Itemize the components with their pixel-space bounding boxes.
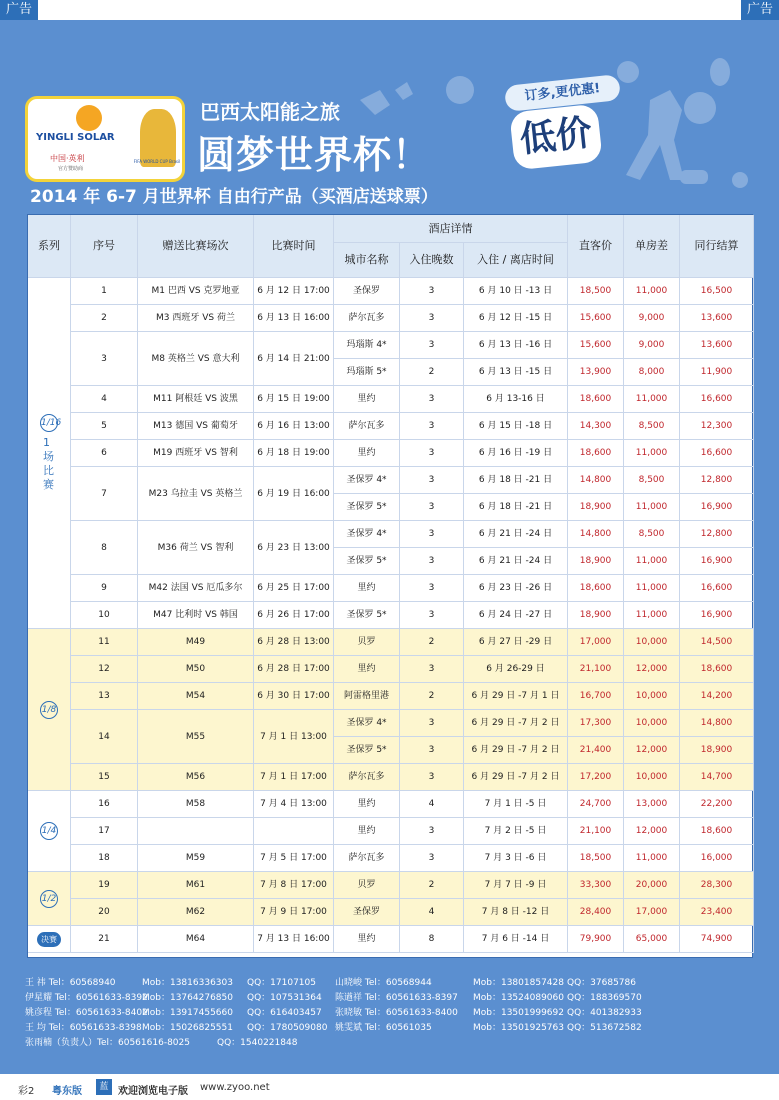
logo-sub: 官方赞助商 [58,166,84,172]
row-city: 圣保罗 5* [334,602,400,629]
header-series: 系列 [28,215,71,278]
contact-field: Mob：13501999692 [473,1008,564,1018]
row-single: 11,000 [624,845,680,872]
row-match: M19 西班牙 VS 智利 [138,440,254,467]
row-match: M3 西班牙 VS 荷兰 [138,305,254,332]
contact-field: 陈遒祥 Tel：60561633-8397 [335,993,458,1003]
row-match: M64 [138,926,254,953]
row-match [138,818,254,845]
row-checkin: 6 月 10 日 -13 日 [464,278,568,305]
row-seq: 16 [71,791,138,818]
price-table [27,214,753,958]
row-time: 6 月 13 日 16:00 [254,305,334,332]
row-city: 里约 [334,440,400,467]
row-time: 6 月 25 日 17:00 [254,575,334,602]
logo-brand-en: YINGLI SOLAR [36,132,115,143]
row-seq: 19 [71,872,138,899]
row-single: 20,000 [624,872,680,899]
row-match: M13 德国 VS 葡萄牙 [138,413,254,440]
row-single: 8,500 [624,413,680,440]
row-nights: 3 [400,818,464,845]
row-checkin: 6 月 29 日 -7 月 2 日 [464,764,568,791]
banner [0,20,779,210]
row-seq: 18 [71,845,138,872]
row-price: 18,600 [568,440,624,467]
row-nights: 3 [400,278,464,305]
row-price: 18,900 [568,602,624,629]
row-price: 24,700 [568,791,624,818]
row-agent: 74,900 [680,926,754,953]
series-group-1 [28,629,71,791]
series-group-3 [28,872,71,926]
row-checkin: 7 月 7 日 -9 日 [464,872,568,899]
header-agent: 同行结算 [680,215,754,278]
ad-page [0,20,779,1074]
row-time [254,818,334,845]
row-time: 6 月 23 日 13:00 [254,521,334,575]
row-price: 15,600 [568,332,624,359]
row-time: 6 月 19 日 16:00 [254,467,334,521]
edition-label: 粤东版 [52,1086,82,1097]
row-checkin: 6 月 29 日 -7 月 2 日 [464,737,568,764]
row-single: 10,000 [624,683,680,710]
page-footer [0,1074,779,1100]
row-time: 6 月 28 日 17:00 [254,656,334,683]
row-checkin: 6 月 27 日 -29 日 [464,629,568,656]
row-agent: 13,600 [680,305,754,332]
row-match: M42 法国 VS 厄瓜多尔 [138,575,254,602]
row-single: 13,000 [624,791,680,818]
row-agent: 14,700 [680,764,754,791]
row-checkin: 6 月 13 日 -15 日 [464,359,568,386]
row-city: 萨尔瓦多 [334,845,400,872]
row-single: 10,000 [624,764,680,791]
row-single: 11,000 [624,494,680,521]
edition-box: 蓝 [96,1079,112,1095]
contact-field: QQ：401382933 [567,1008,642,1018]
row-city: 圣保罗 [334,899,400,926]
row-price: 18,600 [568,575,624,602]
row-price: 13,900 [568,359,624,386]
row-nights: 3 [400,710,464,737]
row-nights: 3 [400,494,464,521]
row-single: 17,000 [624,899,680,926]
row-time: 6 月 18 日 19:00 [254,440,334,467]
row-seq: 1 [71,278,138,305]
row-city: 里约 [334,575,400,602]
row-city: 圣保罗 4* [334,710,400,737]
row-city: 萨尔瓦多 [334,305,400,332]
row-city: 贝罗 [334,872,400,899]
promo-low-price: 低价 [509,104,603,171]
row-nights: 2 [400,683,464,710]
row-seq: 17 [71,818,138,845]
row-price: 21,100 [568,818,624,845]
row-checkin: 6 月 18 日 -21 日 [464,494,568,521]
contact-field: Mob：13501925763 [473,1023,564,1033]
row-checkin: 6 月 18 日 -21 日 [464,467,568,494]
row-agent: 18,600 [680,656,754,683]
row-city: 圣保罗 5* [334,737,400,764]
row-match: M56 [138,764,254,791]
row-nights: 3 [400,386,464,413]
series-label: 决赛 [37,932,61,947]
row-single: 65,000 [624,926,680,953]
row-match: M58 [138,791,254,818]
row-checkin: 6 月 23 日 -26 日 [464,575,568,602]
row-time: 7 月 1 日 13:00 [254,710,334,764]
row-single: 11,000 [624,440,680,467]
contact-field: QQ：188369570 [567,993,642,1003]
header-city: 城市名称 [334,243,400,278]
row-city: 里约 [334,656,400,683]
row-single: 8,000 [624,359,680,386]
row-single: 10,000 [624,629,680,656]
row-time: 6 月 28 日 13:00 [254,629,334,656]
row-single: 12,000 [624,656,680,683]
row-agent: 16,900 [680,548,754,575]
row-nights: 3 [400,413,464,440]
row-checkin: 6 月 13 日 -16 日 [464,332,568,359]
row-single: 8,500 [624,467,680,494]
row-seq: 3 [71,332,138,386]
row-price: 21,100 [568,656,624,683]
row-checkin: 6 月 29 日 -7 月 2 日 [464,710,568,737]
contact-field: QQ：1540221848 [217,1038,298,1048]
row-nights: 3 [400,521,464,548]
row-time: 7 月 9 日 17:00 [254,899,334,926]
row-agent: 16,500 [680,278,754,305]
row-time: 7 月 8 日 17:00 [254,872,334,899]
row-city: 里约 [334,818,400,845]
row-nights: 2 [400,872,464,899]
row-price: 21,400 [568,737,624,764]
row-price: 14,800 [568,467,624,494]
row-seq: 15 [71,764,138,791]
row-seq: 4 [71,386,138,413]
row-seq: 9 [71,575,138,602]
row-agent: 16,000 [680,845,754,872]
row-price: 17,200 [568,764,624,791]
row-agent: 11,900 [680,359,754,386]
series-label: 1/4 [40,822,58,840]
row-checkin: 6 月 16 日 -19 日 [464,440,568,467]
row-match: M23 乌拉圭 VS 英格兰 [138,467,254,521]
row-price: 17,300 [568,710,624,737]
row-seq: 5 [71,413,138,440]
row-time: 7 月 5 日 17:00 [254,845,334,872]
row-checkin: 7 月 8 日 -12 日 [464,899,568,926]
row-agent: 16,600 [680,386,754,413]
row-nights: 3 [400,332,464,359]
row-price: 79,900 [568,926,624,953]
row-city: 圣保罗 5* [334,548,400,575]
row-price: 17,000 [568,629,624,656]
row-match: M47 比利时 VS 韩国 [138,602,254,629]
row-single: 11,000 [624,602,680,629]
row-city: 圣保罗 4* [334,467,400,494]
row-agent: 18,600 [680,818,754,845]
row-match: M11 阿根廷 VS 波黑 [138,386,254,413]
row-agent: 23,400 [680,899,754,926]
row-price: 18,500 [568,278,624,305]
contact-field: QQ：17107105 [247,978,316,988]
header-seq: 序号 [71,215,138,278]
row-seq: 13 [71,683,138,710]
row-agent: 14,500 [680,629,754,656]
ad-tag-right: 广告 [741,0,779,20]
header-nights: 入住晚数 [400,243,464,278]
contact-field: QQ：1780509080 [247,1023,328,1033]
row-city: 里约 [334,791,400,818]
row-nights: 3 [400,467,464,494]
row-match: M49 [138,629,254,656]
promo-badge [500,68,620,178]
row-single: 12,000 [624,818,680,845]
row-agent: 16,600 [680,440,754,467]
row-agent: 12,300 [680,413,754,440]
contact-field: 张晓敏 Tel：60561633-8400 [335,1008,458,1018]
contact-field: Mob：13801857428 [473,978,564,988]
logo-brand-cn: 中国·英利 [50,154,85,163]
row-agent: 13,600 [680,332,754,359]
row-agent: 16,600 [680,575,754,602]
contact-field: 山晓峻 Tel：60568944 [335,978,432,988]
row-price: 14,300 [568,413,624,440]
row-nights: 4 [400,791,464,818]
row-agent: 16,900 [680,494,754,521]
row-city: 萨尔瓦多 [334,413,400,440]
slogan-main: 圆梦世界杯！ [197,133,432,177]
row-match: M8 英格兰 VS 意大利 [138,332,254,386]
product-heading: 2014 年 6-7 月世界杯 自由行产品（买酒店送球票） [30,187,438,207]
row-match: M59 [138,845,254,872]
row-time: 6 月 14 日 21:00 [254,332,334,386]
row-match: M36 荷兰 VS 智利 [138,521,254,575]
row-city: 圣保罗 [334,278,400,305]
row-price: 18,500 [568,845,624,872]
row-seq: 10 [71,602,138,629]
contact-field: Mob：15026825551 [142,1023,233,1033]
row-time: 7 月 4 日 13:00 [254,791,334,818]
row-price: 16,700 [568,683,624,710]
row-price: 33,300 [568,872,624,899]
row-seq: 20 [71,899,138,926]
row-agent: 28,300 [680,872,754,899]
row-single: 9,000 [624,305,680,332]
row-nights: 2 [400,359,464,386]
header-hotel: 酒店详情 [334,215,568,243]
row-checkin: 7 月 2 日 -5 日 [464,818,568,845]
contact-field: Mob：13524089060 [473,993,564,1003]
row-time: 7 月 13 日 16:00 [254,926,334,953]
row-nights: 3 [400,845,464,872]
row-single: 10,000 [624,710,680,737]
row-price: 18,900 [568,494,624,521]
row-price: 28,400 [568,899,624,926]
contact-field: 张雨楠（负责人）Tel：60561616-8025 [25,1038,190,1048]
row-time: 6 月 15 日 19:00 [254,386,334,413]
row-seq: 12 [71,656,138,683]
row-seq: 21 [71,926,138,953]
row-price: 15,600 [568,305,624,332]
row-seq: 8 [71,521,138,575]
row-match: M61 [138,872,254,899]
world-cup-label: FIFA WORLD CUP Brasil [133,159,181,164]
row-nights: 2 [400,629,464,656]
row-checkin: 6 月 26-29 日 [464,656,568,683]
row-agent: 14,800 [680,710,754,737]
contact-field: Mob：13917455660 [142,1008,233,1018]
row-price: 18,900 [568,548,624,575]
row-checkin: 6 月 12 日 -15 日 [464,305,568,332]
row-city: 玛瑙斯 4* [334,332,400,359]
row-nights: 3 [400,602,464,629]
row-price: 18,600 [568,386,624,413]
contact-field: Mob：13816336303 [142,978,233,988]
row-checkin: 6 月 13-16 日 [464,386,568,413]
row-time: 6 月 16 日 13:00 [254,413,334,440]
row-time: 7 月 1 日 17:00 [254,764,334,791]
row-checkin: 7 月 3 日 -6 日 [464,845,568,872]
row-single: 11,000 [624,575,680,602]
row-nights: 3 [400,440,464,467]
contact-field: QQ：37685786 [567,978,636,988]
row-checkin: 6 月 29 日 -7 月 1 日 [464,683,568,710]
header-checkin: 入住 / 离店时间 [464,243,568,278]
footer-text: 欢迎浏览电子版 [118,1086,188,1097]
promo-ribbon: 订多,更优惠! [504,74,621,112]
contact-field: Mob：13764276850 [142,993,233,1003]
row-single: 11,000 [624,386,680,413]
contact-field: QQ：616403457 [247,1008,322,1018]
footer-url[interactable]: www.zyoo.net [200,1082,270,1093]
row-agent: 14,200 [680,683,754,710]
header-time: 比赛时间 [254,215,334,278]
row-city: 里约 [334,926,400,953]
row-agent: 18,900 [680,737,754,764]
page-number: 彩2 [18,1086,35,1097]
contact-field: 王 均 Tel：60561633-8398 [25,1023,142,1033]
row-price: 14,800 [568,521,624,548]
row-single: 11,000 [624,548,680,575]
row-city: 贝罗 [334,629,400,656]
row-nights: 3 [400,737,464,764]
row-agent: 22,200 [680,791,754,818]
row-city: 圣保罗 4* [334,521,400,548]
row-city: 里约 [334,386,400,413]
contact-field: QQ：513672582 [567,1023,642,1033]
row-single: 11,000 [624,278,680,305]
sun-icon [76,105,102,131]
row-match: M50 [138,656,254,683]
row-seq: 2 [71,305,138,332]
row-nights: 4 [400,899,464,926]
row-checkin: 6 月 21 日 -24 日 [464,548,568,575]
ad-tag-left: 广告 [0,0,38,20]
row-seq: 6 [71,440,138,467]
row-nights: 3 [400,575,464,602]
row-seq: 11 [71,629,138,656]
row-nights: 3 [400,305,464,332]
row-nights: 3 [400,548,464,575]
row-match: M54 [138,683,254,710]
row-agent: 12,800 [680,521,754,548]
contact-field: 姚彦程 Tel：60561633-8402 [25,1008,148,1018]
row-match: M1 巴西 VS 克罗地亚 [138,278,254,305]
row-match: M55 [138,710,254,764]
row-seq: 7 [71,467,138,521]
row-checkin: 7 月 6 日 -14 日 [464,926,568,953]
row-nights: 3 [400,764,464,791]
contact-field: 王 祎 Tel：60568940 [25,978,116,988]
row-time: 6 月 30 日 17:00 [254,683,334,710]
series-group-4 [28,926,71,953]
header-single: 单房差 [624,215,680,278]
row-city: 玛瑙斯 5* [334,359,400,386]
series-sub: 1 场 比 赛 [43,436,54,491]
row-nights: 8 [400,926,464,953]
row-city: 萨尔瓦多 [334,764,400,791]
row-single: 8,500 [624,521,680,548]
row-nights: 3 [400,656,464,683]
header-match: 赠送比赛场次 [138,215,254,278]
row-agent: 16,900 [680,602,754,629]
contact-field: QQ：107531364 [247,993,322,1003]
row-checkin: 6 月 15 日 -18 日 [464,413,568,440]
row-time: 6 月 12 日 17:00 [254,278,334,305]
row-city: 阿雷格里港 [334,683,400,710]
row-single: 12,000 [624,737,680,764]
row-agent: 12,800 [680,467,754,494]
series-label: 1/8 [40,701,58,719]
row-time: 6 月 26 日 17:00 [254,602,334,629]
series-label: 1/2 [40,890,58,908]
series-group-0 [28,278,71,629]
slogan-top: 巴西太阳能之旅 [200,100,340,124]
row-single: 9,000 [624,332,680,359]
series-label: 1/16 [40,414,58,432]
header-price: 直客价 [568,215,624,278]
contact-field: 姚雯斌 Tel：60561035 [335,1023,432,1033]
row-checkin: 7 月 1 日 -5 日 [464,791,568,818]
row-seq: 14 [71,710,138,764]
contact-field: 伊星耀 Tel：60561633-8392 [25,993,148,1003]
row-city: 圣保罗 5* [334,494,400,521]
series-group-2 [28,791,71,872]
row-checkin: 6 月 24 日 -27 日 [464,602,568,629]
yingli-logo [25,96,185,182]
row-checkin: 6 月 21 日 -24 日 [464,521,568,548]
row-match: M62 [138,899,254,926]
